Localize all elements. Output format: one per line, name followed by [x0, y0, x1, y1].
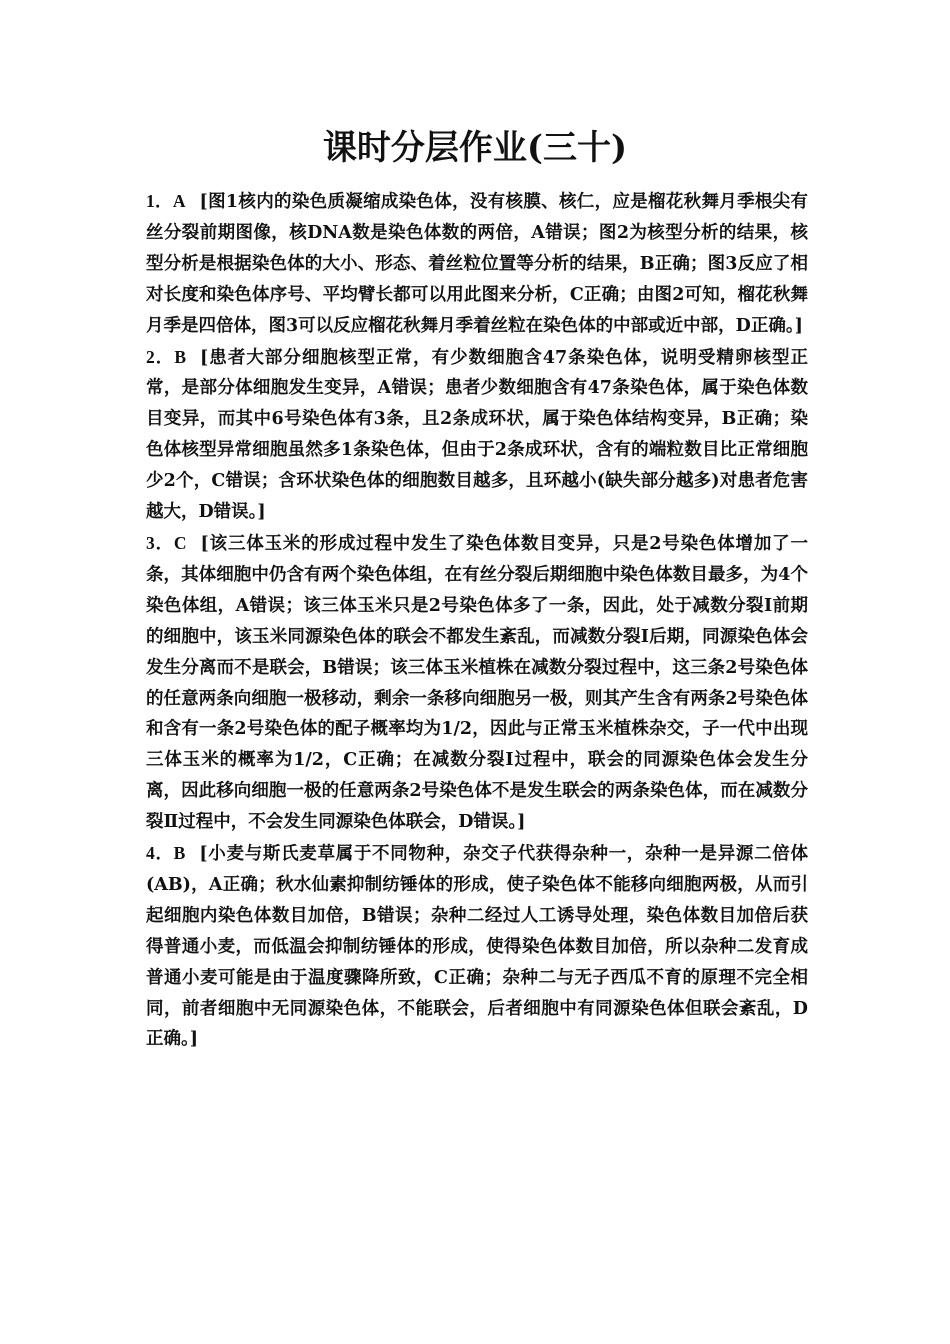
question-number: 2． [146, 346, 175, 367]
question-number: 3． [146, 532, 174, 553]
answer-choice: C [173, 532, 187, 553]
answer-explanation: [患者大部分细胞核型正常，有少数细胞含47条染色体，说明受精卵核型正常，是部分体细胞发生变异，A错误；患者少数细胞含有47条染色体，属于染色体数目变异，而其中6号染色体有3条，且2条成环状，属于染色体结构变异，B正确；染色体核型异常细胞虽然多1条染色体，但由于2条成环状，含有的端粒数目比正常细胞少2个，C错误；含环状染色体的细胞数目越多，且环越小(缺失部分越多)对患者危害越大，D错误。] [146, 347, 808, 523]
answer-item-3 [146, 528, 808, 838]
page-title: 课时分层作业(三十) [322, 128, 628, 168]
answer-item-2 [146, 342, 808, 528]
question-number: 1． [146, 191, 173, 211]
answer-list [146, 186, 808, 1055]
answer-choice: B [174, 346, 186, 367]
answer-explanation: [图1核内的染色质凝缩成染色体，没有核膜、核仁，应是榴花秋舞月季根尖有丝分裂前期图像，核DNA数是染色体数的两倍，A错误；图2为核型分析的结果，核型分析是根据染色体的大小、形态、着丝粒位置等分析的结果，B正确；图3反应了相对长度和染色体序号、平均臂长都可以用此图来分析，C正确；由图2可知，榴花秋舞月季是四倍体，图3可以反应榴花秋舞月季着丝粒在染色体的中部或近中部，D正确。] [146, 192, 808, 336]
question-number: 4． [146, 843, 174, 864]
answer-item-4 [146, 838, 808, 1055]
answer-choice: A [172, 191, 186, 211]
answer-explanation: [该三体玉米的形成过程中发生了染色体数目变异，只是2号染色体增加了一条，其体细胞中仍含有两个染色体组，在有丝分裂后期细胞中染色体数目最多，为4个染色体组，A错误；该三体玉米只是2号染色体多了一条，因此，处于减数分裂Ⅰ前期的细胞中，该玉米同源染色体的联会不都发生紊乱，而减数分裂Ⅰ后期，同源染色体会发生分离而不是联会，B错误；该三体玉米植株在减数分裂过程中，这三条2号染色体的任意两条向细胞一极移动，剩余一条移向细胞另一极，则其产生含有两条2号染色体和含有一条2号染色体的配子概率均为1/2，因此与正常玉米植株杂交，子一代中出现三体玉米的概率为1/2，C正确；在减数分裂Ⅰ过程中，联会的同源染色体会发生分离，因此移向细胞一极的任意两条2号染色体不是发生联会的两条染色体，而在减数分裂Ⅱ过程中，不会发生同源染色体联会，D错误。] [146, 533, 808, 833]
answer-choice: B [173, 843, 186, 864]
answer-explanation: [小麦与斯氏麦草属于不同物种，杂交子代获得杂种一，杂种一是异源二倍体(AB)，A正确；秋水仙素抑制纺锤体的形成，使子染色体不能移向细胞两极，从而引起细胞内染色体数目加倍，B错误；杂种二经过人工诱导处理，染色体数目加倍后获得普通小麦，而低温会抑制纺锤体的形成，使得染色体数目加倍，所以杂种二发育成普通小麦可能是由于温度骤降所致，C正确；杂种二与无子西瓜不育的原理不完全相同，前者细胞中无同源染色体，不能联会，后者细胞中有同源染色体但联会紊乱，D正确。] [146, 844, 808, 1050]
answer-item-1 [146, 186, 808, 342]
